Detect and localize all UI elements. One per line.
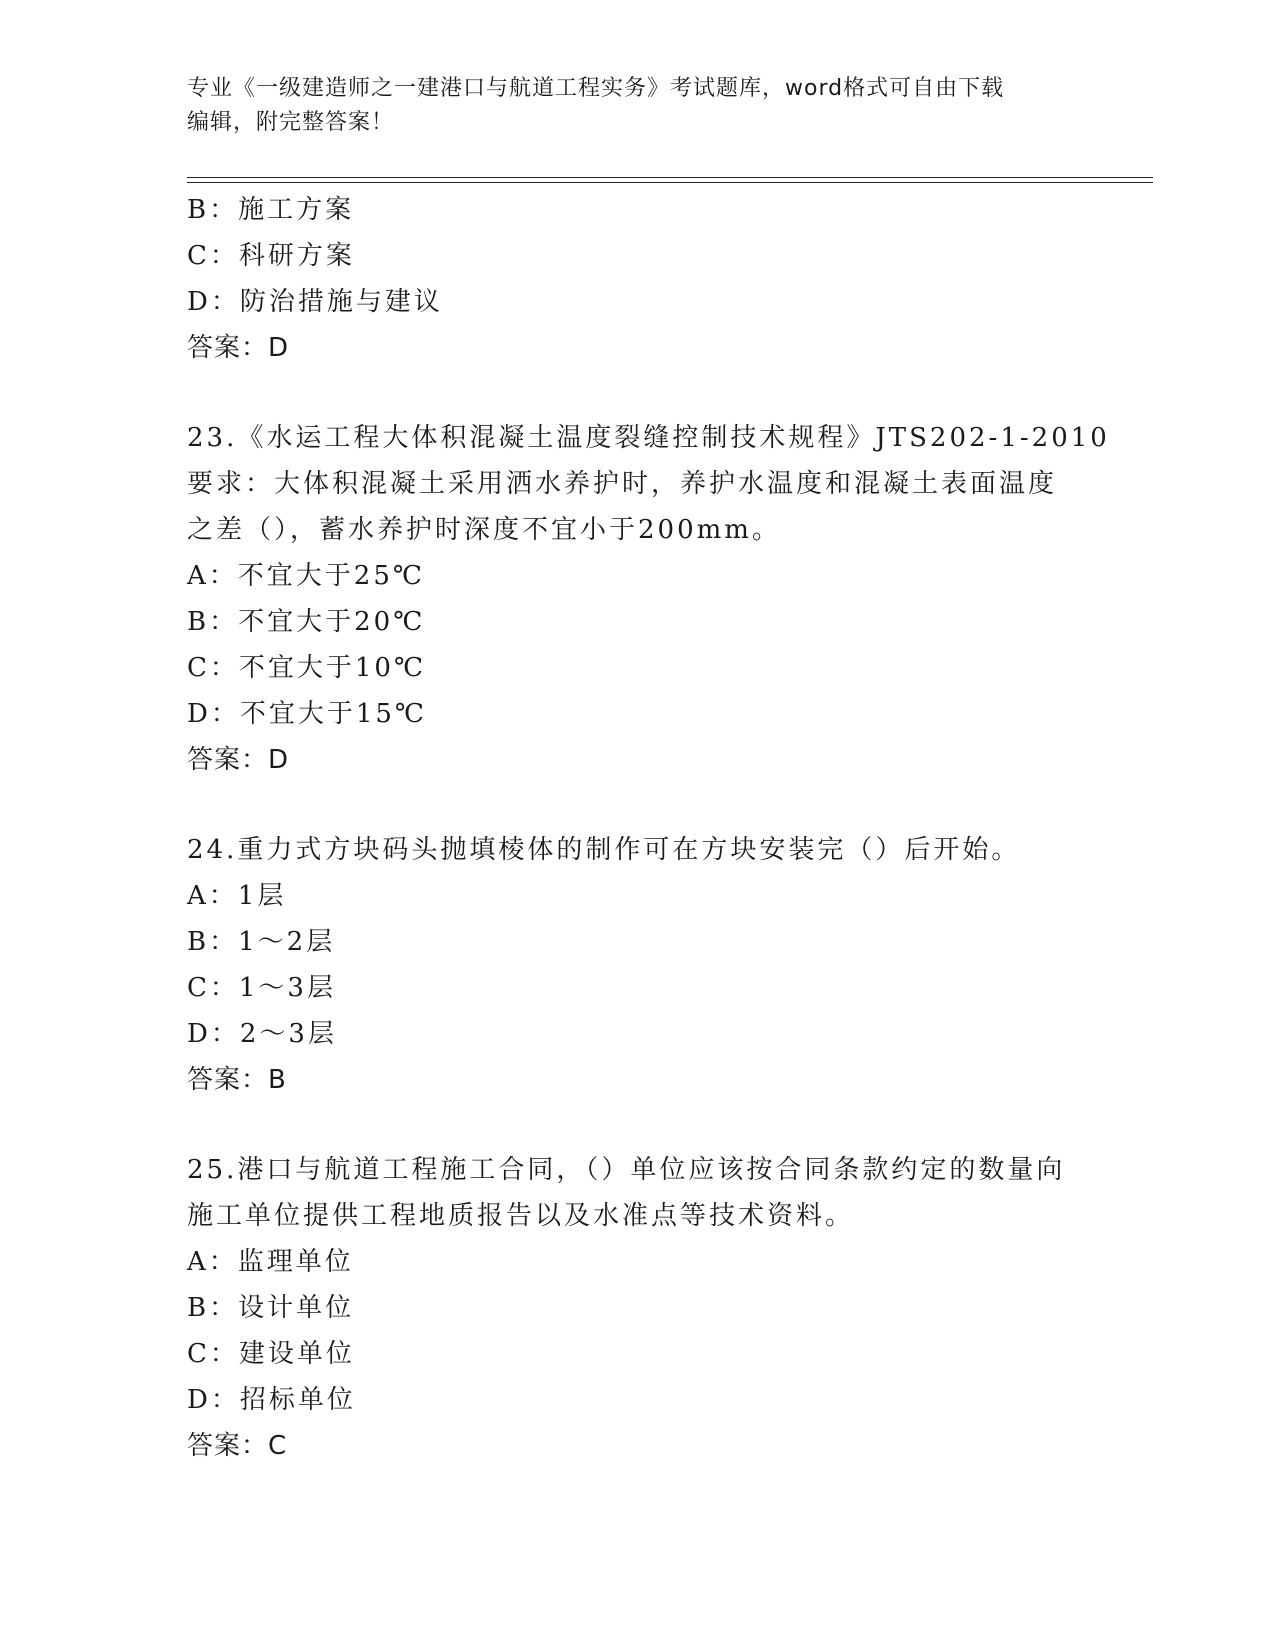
question-23 — [187, 415, 1110, 783]
question-text-line: 要求：大体积混凝土采用洒水养护时，养护水温度和混凝土表面温度 — [187, 469, 1058, 499]
option-c: C：建设单位 — [187, 1339, 355, 1369]
question-text-line: 之差（），蓄水养护时深度不宜小于200mm。 — [187, 515, 781, 545]
spacer — [187, 371, 1087, 415]
option-a: A：1层 — [187, 881, 287, 911]
header-line-2: 编辑，附完整答案！ — [187, 110, 395, 135]
question-text-line: 24.重力式方块码头抛填棱体的制作可在方块安装完（）后开始。 — [187, 835, 1021, 865]
option-a: A：监理单位 — [187, 1247, 354, 1277]
answer: 答案：D — [187, 745, 290, 775]
option-b: B：1～2层 — [187, 927, 336, 957]
option-b: B：不宜大于20℃ — [187, 607, 426, 637]
option-d: D：防治措施与建议 — [187, 287, 443, 317]
question-24 — [187, 827, 1087, 1103]
option-d: D：招标单位 — [187, 1385, 356, 1415]
option-d: D：2～3层 — [187, 1019, 337, 1049]
question-25 — [187, 1147, 1087, 1469]
answer: 答案：C — [187, 1431, 288, 1461]
question-22 — [187, 187, 1087, 371]
header-divider-top — [187, 177, 1153, 178]
question-list — [187, 187, 1110, 1469]
option-c: C：1～3层 — [187, 973, 336, 1003]
document-header — [187, 72, 1087, 140]
question-text-line: 25.港口与航道工程施工合同，（）单位应该按合同条款约定的数量向 — [187, 1155, 1066, 1185]
header-line-1: 专业《一级建造师之一建港口与航道工程实务》考试题库，word格式可自由下载 — [187, 76, 1005, 101]
option-a: A：不宜大于25℃ — [187, 561, 425, 591]
question-text-line: 23.《水运工程大体积混凝土温度裂缝控制技术规程》JTS202-1-2010 — [187, 423, 1110, 453]
question-text-line: 施工单位提供工程地质报告以及水准点等技术资料。 — [187, 1201, 855, 1231]
option-b: B：施工方案 — [187, 195, 355, 225]
answer: 答案：D — [187, 333, 290, 363]
option-d: D：不宜大于15℃ — [187, 699, 428, 729]
answer: 答案：B — [187, 1065, 287, 1095]
option-c: C：科研方案 — [187, 241, 355, 271]
spacer — [187, 1103, 1087, 1147]
option-c: C：不宜大于10℃ — [187, 653, 427, 683]
option-b: B：设计单位 — [187, 1293, 355, 1323]
spacer — [187, 783, 1087, 827]
header-divider-bottom — [187, 182, 1153, 183]
